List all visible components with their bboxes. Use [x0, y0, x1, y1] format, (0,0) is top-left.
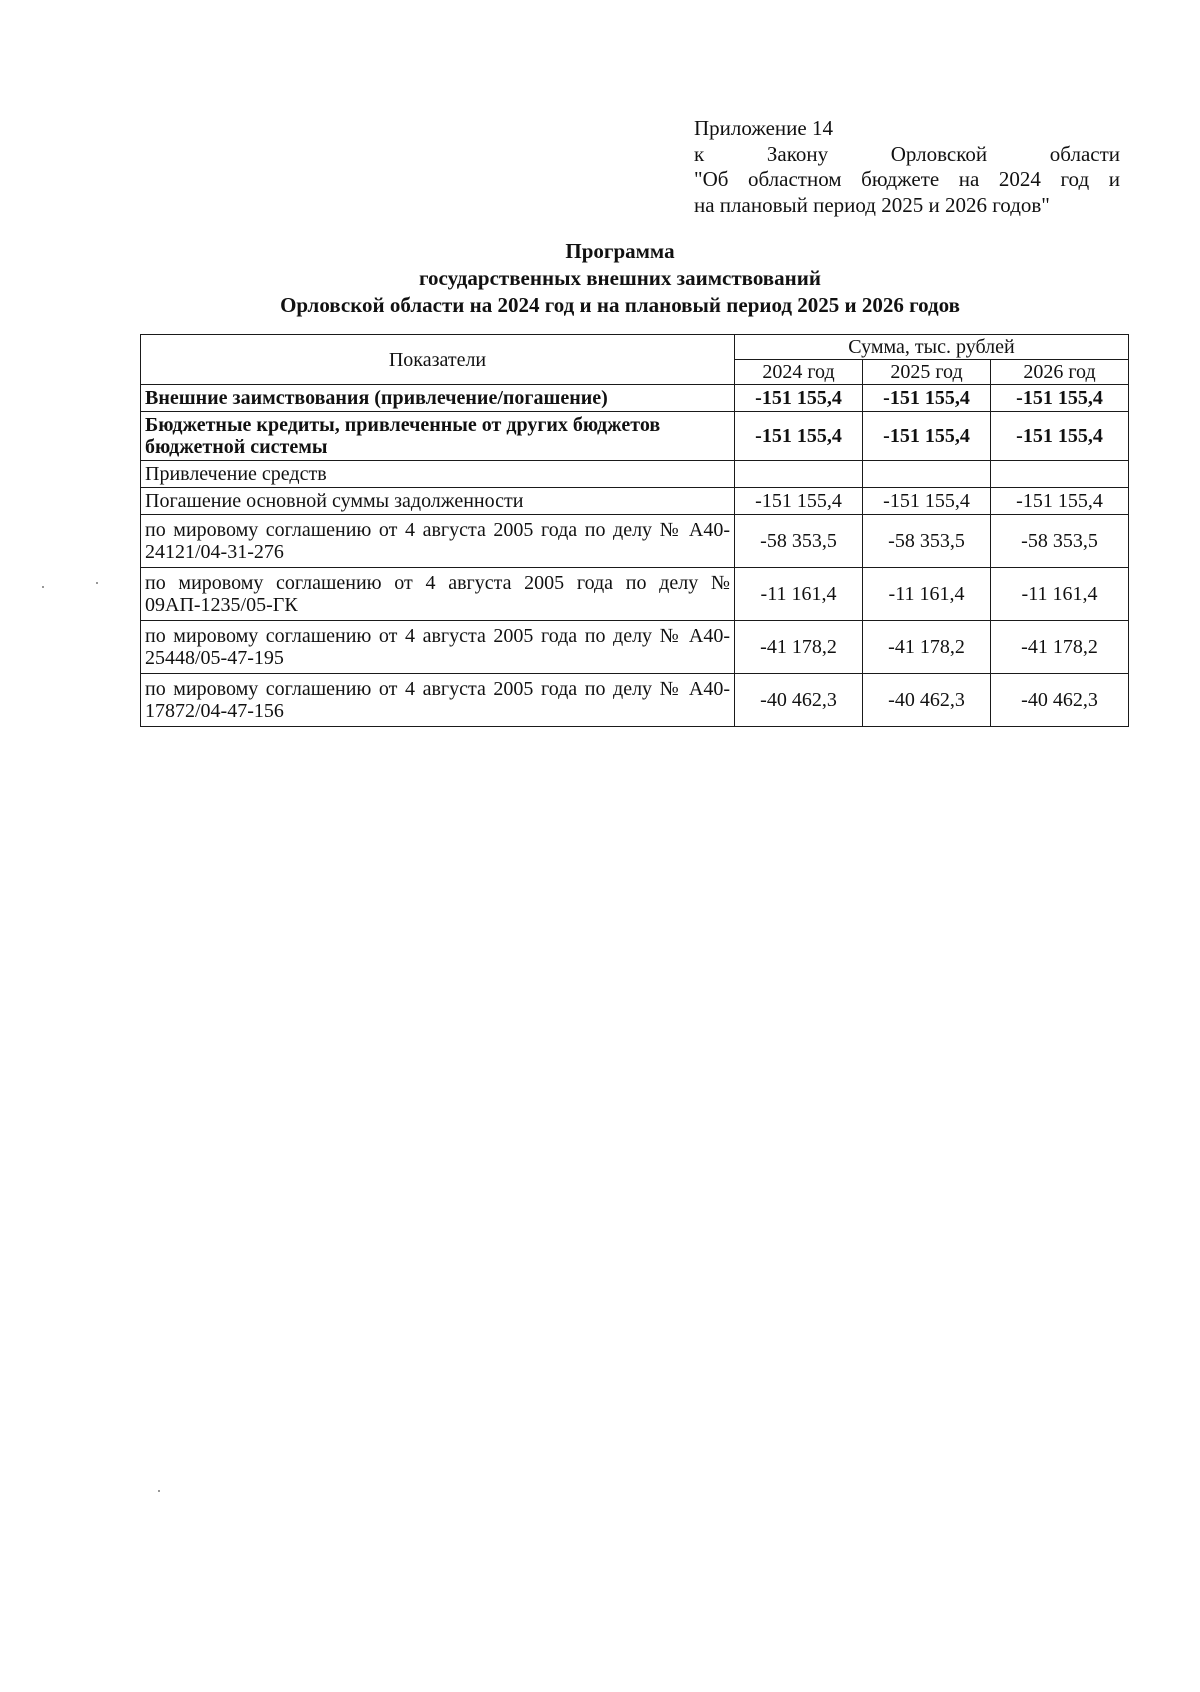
table-row	[141, 674, 1129, 727]
row-name: по мировому соглашению от 4 августа 2005 года по делу № А40-17872/04-47-156	[141, 674, 735, 727]
row-name: по мировому соглашению от 4 августа 2005 года по делу № А40-25448/05-47-195	[141, 621, 735, 674]
row-name: Привлечение средств	[141, 461, 735, 488]
scan-speck	[96, 582, 98, 584]
row-value-2025: -58 353,5	[863, 515, 991, 568]
row-value-2025: -151 155,4	[863, 385, 991, 412]
scan-speck	[158, 1490, 160, 1492]
borrowings-table	[140, 334, 1129, 727]
table-row	[141, 412, 1129, 461]
header-year-2026: 2026 год	[991, 360, 1129, 385]
table-row	[141, 385, 1129, 412]
appendix-note	[694, 116, 1120, 218]
row-value-2025: -11 161,4	[863, 568, 991, 621]
header-year-2024: 2024 год	[735, 360, 863, 385]
row-value-2026: -58 353,5	[991, 515, 1129, 568]
row-value-2025: -41 178,2	[863, 621, 991, 674]
header-sum: Сумма, тыс. рублей	[735, 335, 1129, 360]
header-indicator: Показатели	[141, 335, 735, 385]
appendix-word: областном	[748, 167, 842, 191]
row-value-2026	[991, 461, 1129, 488]
row-value-2026: -11 161,4	[991, 568, 1129, 621]
table-row	[141, 621, 1129, 674]
appendix-word: Закону	[766, 141, 829, 166]
table-row	[141, 568, 1129, 621]
table-row	[141, 488, 1129, 515]
row-value-2024	[735, 461, 863, 488]
appendix-word: бюджете	[861, 167, 940, 191]
table-row	[141, 515, 1129, 568]
row-value-2024: -151 155,4	[735, 488, 863, 515]
appendix-law-line	[694, 142, 1120, 168]
appendix-word: 2024	[998, 167, 1041, 191]
appendix-word: области	[1049, 141, 1120, 166]
row-value-2026: -151 155,4	[991, 412, 1129, 461]
appendix-word: Орловской	[890, 141, 988, 166]
row-name: Бюджетные кредиты, привлеченные от других бюджетов бюджетной системы	[141, 412, 735, 461]
appendix-word: на	[958, 167, 980, 191]
appendix-budget-line	[694, 167, 1120, 193]
appendix-word: год	[1060, 167, 1090, 191]
row-name: Внешние заимствования (привлечение/погашение)	[141, 385, 735, 412]
appendix-word: к	[694, 141, 705, 166]
row-value-2025: -151 155,4	[863, 488, 991, 515]
title-line-3: Орловской области на 2024 год и на плановый период 2025 и 2026 годов	[280, 293, 960, 317]
row-value-2024: -40 462,3	[735, 674, 863, 727]
table-row	[141, 461, 1129, 488]
row-value-2026: -151 155,4	[991, 488, 1129, 515]
table-header-row	[141, 335, 1129, 360]
row-name: по мировому соглашению от 4 августа 2005 года по делу № 09АП-1235/05-ГК	[141, 568, 735, 621]
appendix-number: Приложение 14	[694, 116, 833, 140]
scan-speck	[42, 586, 44, 588]
row-value-2024: -41 178,2	[735, 621, 863, 674]
row-value-2024: -151 155,4	[735, 385, 863, 412]
appendix-period-line: на плановый период 2025 и 2026 годов"	[694, 192, 1050, 217]
row-value-2024: -58 353,5	[735, 515, 863, 568]
title-line-1: Программа	[565, 239, 675, 263]
header-year-2025: 2025 год	[863, 360, 991, 385]
row-value-2026: -40 462,3	[991, 674, 1129, 727]
row-value-2024: -11 161,4	[735, 568, 863, 621]
row-value-2025	[863, 461, 991, 488]
row-value-2025: -40 462,3	[863, 674, 991, 727]
title-line-2: государственных внешних заимствований	[419, 266, 821, 290]
appendix-word: "Об	[694, 167, 729, 191]
row-value-2025: -151 155,4	[863, 412, 991, 461]
document-title	[140, 238, 1100, 319]
row-name: по мировому соглашению от 4 августа 2005 года по делу № А40-24121/04-31-276	[141, 515, 735, 568]
row-value-2026: -151 155,4	[991, 385, 1129, 412]
row-value-2026: -41 178,2	[991, 621, 1129, 674]
row-name: Погашение основной суммы задолженности	[141, 488, 735, 515]
row-value-2024: -151 155,4	[735, 412, 863, 461]
appendix-word: и	[1108, 167, 1120, 191]
